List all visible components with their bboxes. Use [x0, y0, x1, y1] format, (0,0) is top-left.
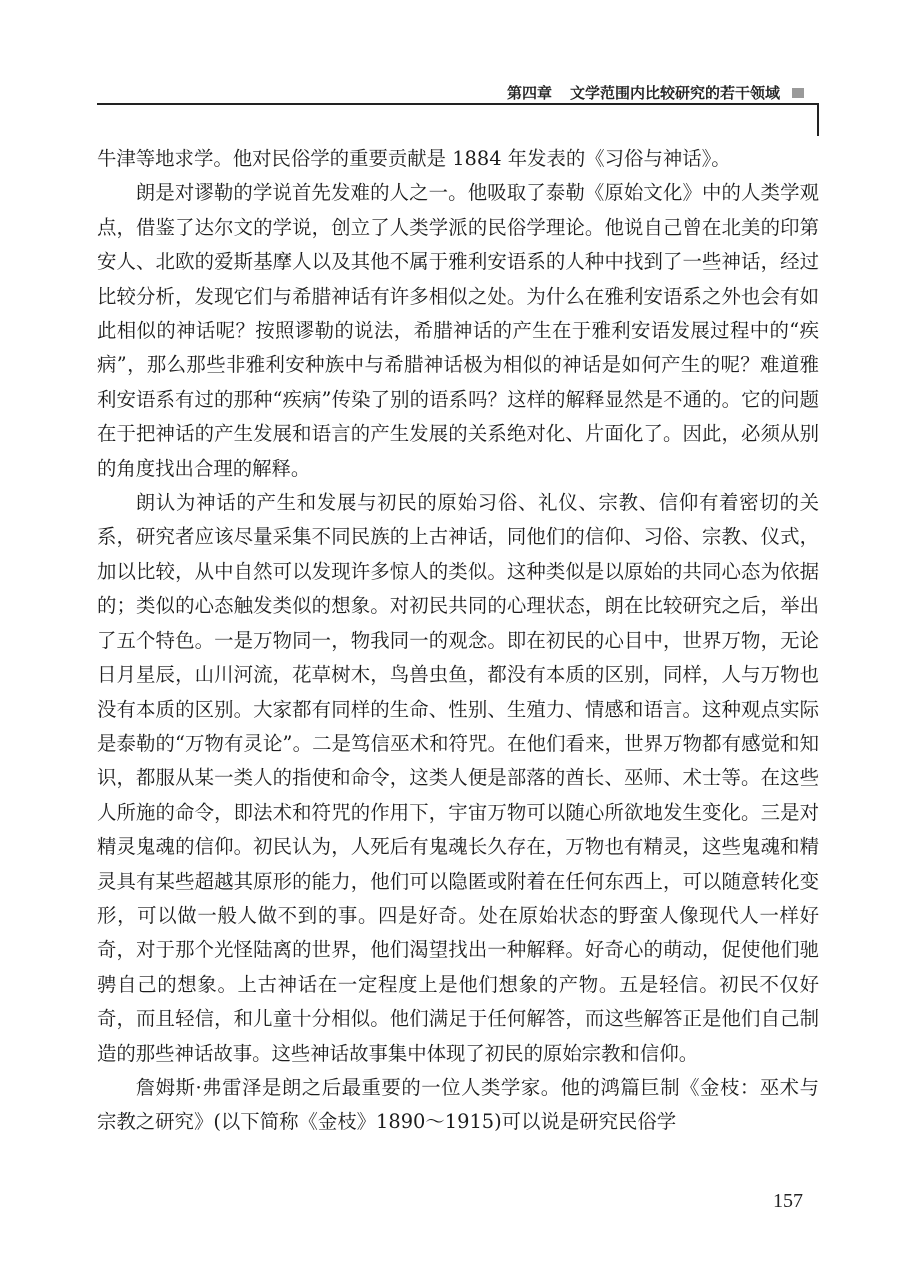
paragraph: 朗认为神话的产生和发展与初民的原始习俗、礼仪、宗教、信仰有着密切的关系，研究者应该尽量采集不同民族的上古神话，同他们的信仰、习俗、宗教、仪式，加以比较，从中自然可以发现许多惊人的类似。这种类似是以原始的共同心态为依据的；类似的心态触发类似的想象。对初民共同的心理状态，朗在比较研究之后，举出了五个特色。一是万物同一，物我同一的观念。即在初民的心目中，世界万物，无论日月星辰，山川河流，花草树木，鸟兽虫鱼，都没有本质的区别，同样，人与万物也没有本质的区别。大家都有同样的生命、性别、生殖力、情感和语言。这种观点实际是泰勒的“万物有灵论”。二是笃信巫术和符咒。在他们看来，世界万物都有感觉和知识，都服从某一类人的指使和命令，这类人便是部落的酋长、巫师、术士等。在这些人所施的命令，即法术和符咒的作用下，宇宙万物可以随心所欲地发生变化。三是对精灵鬼魂的信仰。初民认为，人死后有鬼魂长久存在，万物也有精灵，这些鬼魂和精灵具有某些超越其原形的能力，他们可以隐匿或附着在任何东西上，可以随意转化变形，可以做一般人做不到的事。四是好奇。处在原始状态的野蛮人像现代人一样好奇，对于那个光怪陆离的世界，他们渴望找出一种解释。好奇心的萌动，促使他们驰骋自己的想象。上古神话在一定程度上是他们想象的产物。五是轻信。初民不仅好奇，而且轻信，和儿童十分相似。他们满足于任何解答，而这些解答正是他们自己制造的那些神话故事。这些神话故事集中体现了初民的原始宗教和信仰。 — [97, 491, 819, 1065]
paragraph: 詹姆斯·弗雷泽是朗之后最重要的一位人类学家。他的鸿篇巨制《金枝：巫术与宗教之研究》(以下简称《金枝》1890～1915)可以说是研究民俗学 — [97, 1075, 819, 1134]
body-text — [97, 142, 819, 1140]
header-marker — [792, 88, 804, 98]
header-vertical-rule — [817, 103, 819, 136]
paragraph: 牛津等地求学。他对民俗学的重要贡献是 1884 年发表的《习俗与神话》。 — [97, 147, 731, 170]
paragraph: 朗是对谬勒的学说首先发难的人之一。他吸取了泰勒《原始文化》中的人类学观点，借鉴了达尔文的学说，创立了人类学派的民俗学理论。他说自己曾在北美的印第安人、北欧的爱斯基摩人以及其他不属于雅利安语系的人种中找到了一些神话，经过比较分析，发现它们与希腊神话有许多相似之处。为什么在雅利安语系之外也会有如此相似的神话呢？按照谬勒的说法，希腊神话的产生在于雅利安语发展过程中的“疾病”，那么那些非雅利安种族中与希腊神话极为相似的神话是如何产生的呢？难道雅利安语系有过的那种“疾病”传染了别的语系吗？这样的解释显然是不通的。它的问题在于把神话的产生发展和语言的产生发展的关系绝对化、片面化了。因此，必须从别的角度找出合理的解释。 — [97, 181, 819, 480]
header-rule — [97, 103, 819, 105]
running-head — [507, 82, 804, 103]
page-number: 157 — [773, 1190, 803, 1212]
chapter-title: 文学范围内比较研究的若干领域 — [569, 84, 780, 102]
chapter-label: 第四章 — [506, 84, 552, 102]
